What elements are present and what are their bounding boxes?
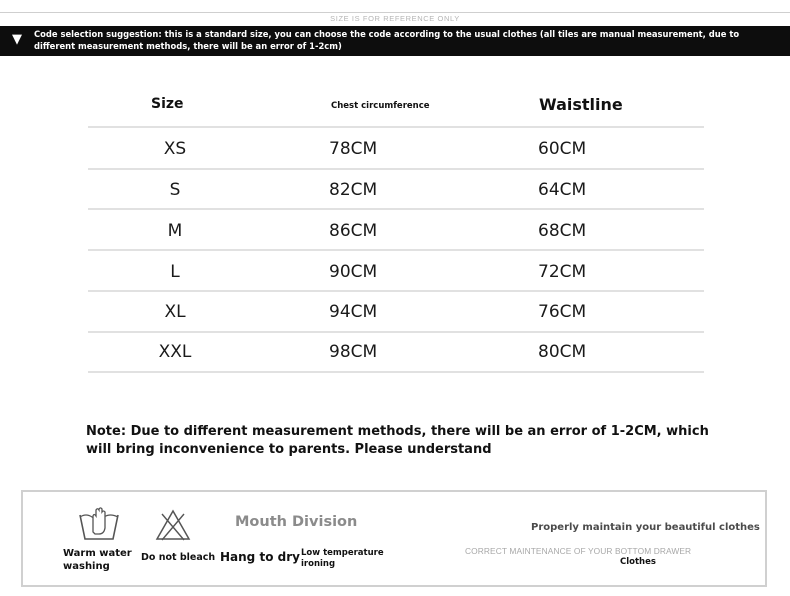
waist-cell: 72CM [538,262,587,282]
chest-cell: 78CM [329,139,378,159]
size-cell: L [170,262,180,282]
no-bleach-icon [155,509,191,541]
care-label-warm-water: Warm water washing [63,548,132,572]
waist-cell: 60CM [538,139,587,159]
table-divider [88,290,704,292]
table-divider [88,371,704,373]
maintain-subtitle: CORRECT MAINTENANCE OF YOUR BOTTOM DRAWER [465,546,692,556]
waist-cell: 80CM [538,342,587,362]
banner-text: Code selection suggestion: this is a standard size, you can choose the code according to the usual clothes (all tiles are manual measurement, due to different measurement methods, there will be an error of 1-2cm) [34,29,740,51]
waist-cell: 64CM [538,180,587,200]
clothes-label: Clothes [620,557,656,567]
table-divider [88,126,704,128]
table-divider [88,168,704,170]
chest-cell: 90CM [329,262,378,282]
care-label-no-bleach: Do not bleach [141,552,216,563]
header-waist: Waistline [539,95,623,114]
header-chest: Chest circumference [331,101,430,111]
size-cell: S [169,180,181,200]
reference-caption-text: SIZE IS FOR REFERENCE ONLY [326,14,464,23]
care-label-low-ironing: Low temperature ironing [301,548,384,569]
waist-cell: 76CM [538,302,587,322]
measurement-note: Note: Due to different measurement methods, there will be an error of 1-2CM, which will bring inconvenience to parents. Please understand [86,424,709,457]
maintain-title: Properly maintain your beautiful clothes [531,522,760,533]
table-divider [88,331,704,333]
size-suggestion-banner [0,26,790,56]
size-cell: XL [164,302,186,322]
waist-cell: 68CM [538,221,587,241]
chest-cell: 94CM [329,302,378,322]
table-divider [88,208,704,210]
size-cell: XXL [158,342,192,362]
reference-caption [0,6,790,25]
table-divider [88,249,704,251]
chest-cell: 86CM [329,221,378,241]
triangle-down-icon: ▼ [12,32,22,47]
hand-wash-icon [78,506,120,542]
size-cell: M [167,221,183,241]
care-label-hang-dry: Hang to dry [220,550,300,564]
header-size: Size [151,96,184,112]
chest-cell: 98CM [329,342,378,362]
brand-name: Mouth Division [235,514,358,530]
size-cell: XS [163,139,187,159]
chest-cell: 82CM [329,180,378,200]
